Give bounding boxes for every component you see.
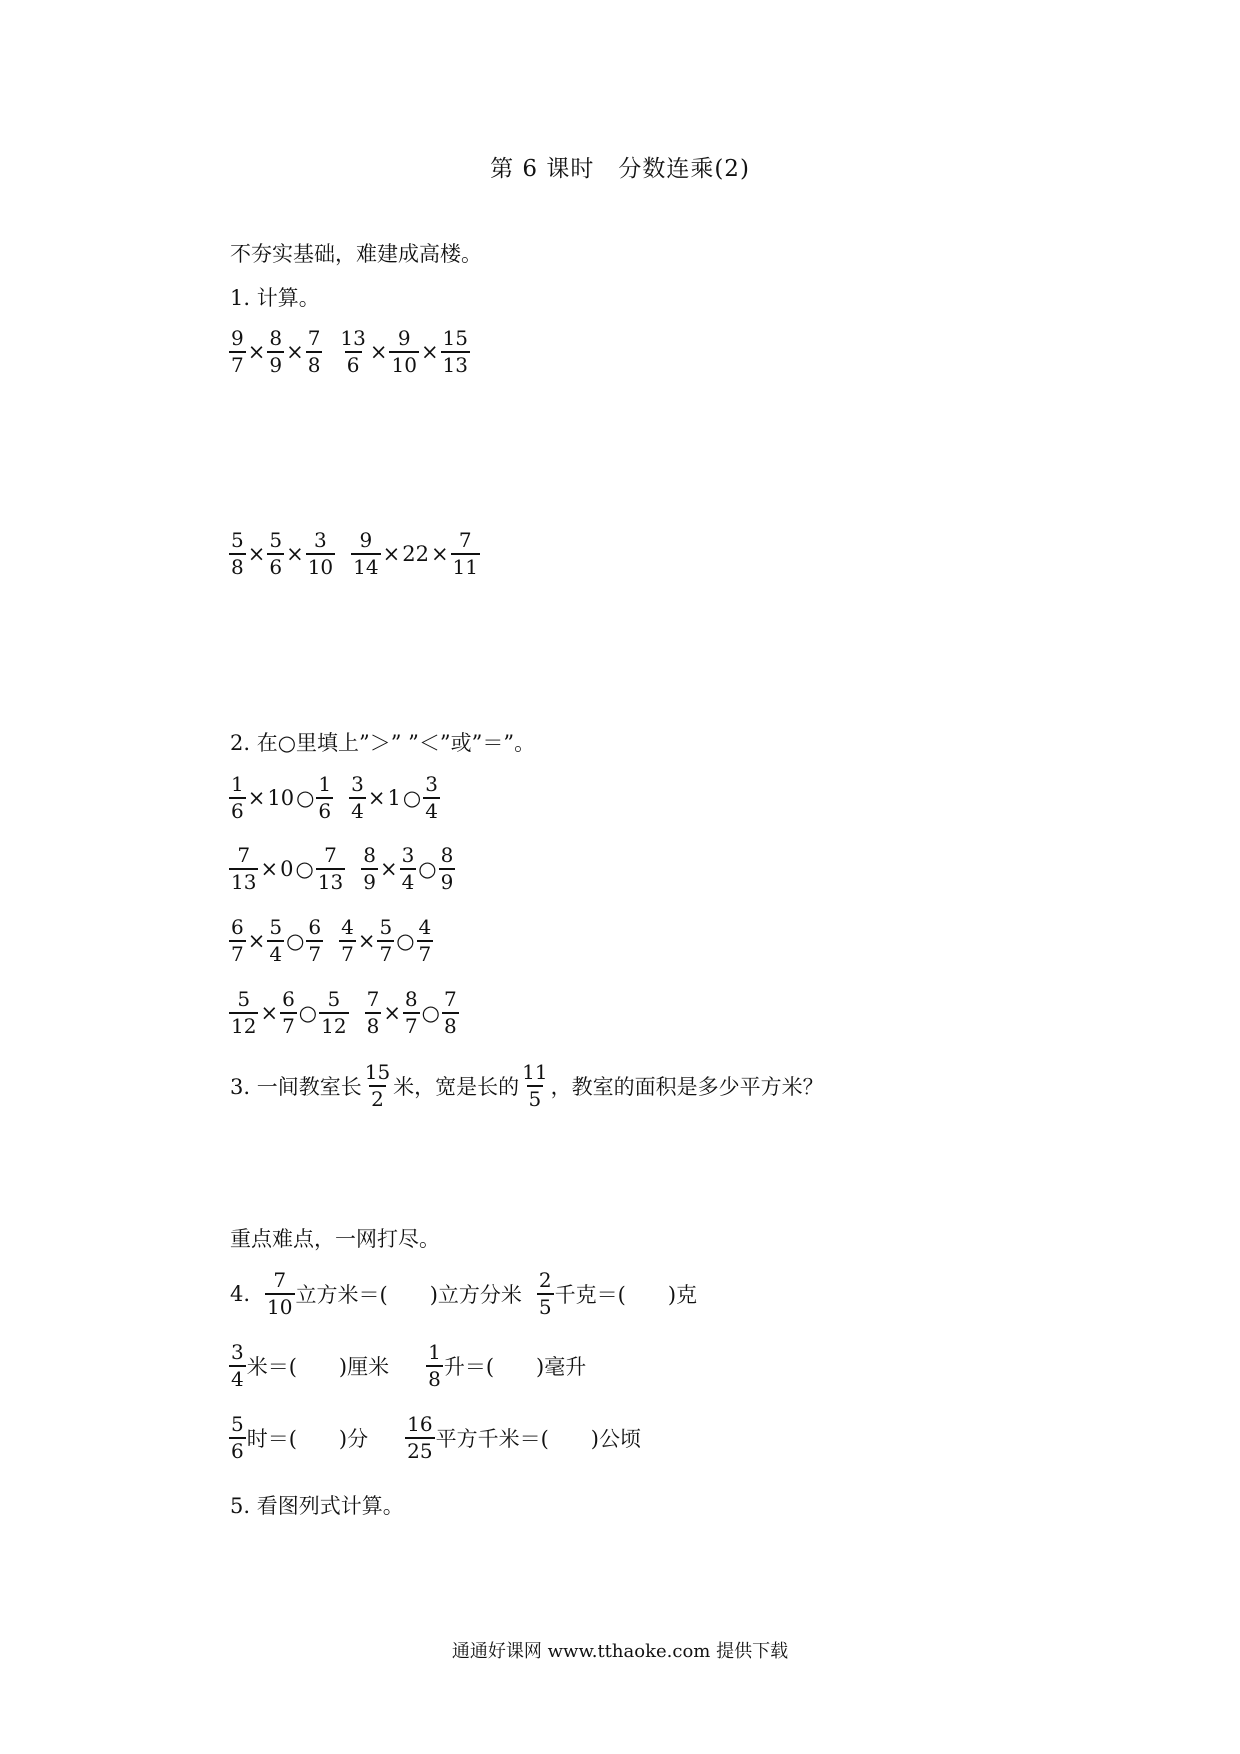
fraction: $\frac{5}{7}$ — [379, 915, 393, 966]
question-5-label: 5. 看图列式计算。 — [230, 1494, 404, 1518]
times-sign: × — [260, 857, 279, 881]
question-3 — [230, 1060, 824, 1112]
times-sign: × — [382, 542, 401, 566]
fraction: $\frac{1}{6}$ — [318, 772, 332, 823]
compare-circle[interactable]: ○ — [296, 786, 315, 810]
section-heading-key-points: 重点难点，一网打尽。 — [230, 1227, 440, 1251]
times-sign: × — [247, 786, 266, 810]
fraction: $\frac{6}{7}$ — [231, 915, 244, 966]
times-sign: × — [430, 542, 449, 566]
fraction: $\frac{16}{25}$ — [407, 1412, 433, 1463]
fraction: $\frac{11}{5}$ — [522, 1060, 548, 1111]
times-sign: × — [369, 340, 388, 364]
conversion-blank[interactable]: 米＝( )厘米 — [246, 1355, 390, 1379]
question-3-text-end: ，教室的面积是多少平方米？ — [550, 1075, 824, 1099]
fraction: $\frac{3}{4}$ — [231, 1340, 244, 1391]
fraction: $\frac{15}{13}$ — [442, 326, 468, 377]
fraction: $\frac{9}{7}$ — [231, 326, 244, 377]
fraction: $\frac{5}{8}$ — [231, 528, 244, 579]
page-title: 第 6 课时 分数连乘(2) — [490, 156, 750, 182]
fraction: $\frac{8}{9}$ — [440, 843, 454, 894]
fraction: $\frac{5}{12}$ — [321, 987, 347, 1038]
fraction: $\frac{7}{8}$ — [443, 987, 457, 1038]
fraction: $\frac{4}{7}$ — [341, 915, 354, 966]
compare-circle[interactable]: ○ — [295, 857, 314, 881]
fraction: $\frac{7}{8}$ — [366, 987, 380, 1038]
fraction: $\frac{1}{8}$ — [428, 1340, 441, 1391]
times-sign: × — [367, 786, 386, 810]
q2-compare-row-1 — [228, 772, 441, 824]
compare-circle[interactable]: ○ — [402, 786, 422, 810]
fraction: $\frac{13}{6}$ — [340, 326, 366, 377]
fraction: $\frac{7}{13}$ — [317, 843, 344, 894]
fraction: $\frac{5}{4}$ — [269, 915, 283, 966]
fraction: $\frac{8}{9}$ — [269, 326, 283, 377]
fraction: $\frac{15}{2}$ — [364, 1060, 391, 1111]
integer: 1 — [387, 786, 401, 810]
times-sign: × — [247, 340, 266, 364]
section-heading-basic: 不夯实基础，难建成高楼。 — [230, 242, 482, 266]
fraction: $\frac{5}{6}$ — [231, 1412, 244, 1463]
times-sign: × — [383, 1001, 401, 1025]
fraction: $\frac{3}{4}$ — [351, 772, 364, 823]
conversion-blank[interactable]: 立方米＝( )立方分米 — [295, 1283, 522, 1307]
fraction: $\frac{1}{6}$ — [231, 772, 244, 823]
q4-row-3 — [228, 1412, 641, 1464]
fraction: $\frac{3}{10}$ — [307, 528, 334, 579]
conversion-blank[interactable]: 千克＝( )克 — [554, 1283, 698, 1307]
question-3-text-middle: 米，宽是长的 — [393, 1075, 520, 1099]
question-1-label: 1. 计算。 — [230, 286, 320, 310]
q4-row-1 — [230, 1268, 697, 1320]
q1-expression-row-2 — [228, 528, 481, 580]
conversion-blank[interactable]: 时＝( )分 — [246, 1427, 369, 1451]
fraction: $\frac{7}{8}$ — [307, 326, 321, 377]
q4-row-2 — [228, 1340, 586, 1392]
q1-expression-row-1 — [228, 326, 471, 378]
question-2-label: 2. 在○里填上”＞” ”＜”或”＝”。 — [230, 731, 536, 755]
question-4-number: 4. — [230, 1282, 251, 1306]
compare-circle[interactable]: ○ — [286, 929, 305, 953]
times-sign: × — [260, 1001, 279, 1025]
times-sign: × — [357, 929, 376, 953]
q2-compare-row-2 — [228, 843, 456, 895]
compare-circle[interactable]: ○ — [396, 929, 415, 953]
fraction: $\frac{7}{10}$ — [267, 1268, 293, 1319]
times-sign: × — [286, 542, 304, 566]
fraction: $\frac{3}{4}$ — [425, 772, 438, 823]
fraction: $\frac{5}{12}$ — [231, 987, 257, 1038]
fraction: $\frac{7}{13}$ — [231, 843, 257, 894]
question-3-text-start: 3. 一间教室长 — [230, 1075, 362, 1099]
q2-compare-row-3 — [228, 915, 434, 967]
compare-circle[interactable]: ○ — [421, 1001, 440, 1025]
footer-credit: 通通好课网 www.tthaoke.com 提供下载 — [451, 1641, 789, 1662]
times-sign: × — [247, 929, 266, 953]
fraction: $\frac{9}{14}$ — [353, 528, 379, 579]
fraction: $\frac{4}{7}$ — [418, 915, 432, 966]
compare-circle[interactable]: ○ — [418, 857, 437, 881]
fraction: $\frac{7}{11}$ — [452, 528, 478, 579]
times-sign: × — [420, 340, 439, 364]
fraction: $\frac{6}{7}$ — [282, 987, 295, 1038]
fraction: $\frac{9}{10}$ — [391, 326, 417, 377]
fraction: $\frac{6}{7}$ — [308, 915, 322, 966]
compare-circle[interactable]: ○ — [298, 1001, 318, 1025]
conversion-blank[interactable]: 平方千米＝( )公顷 — [435, 1427, 641, 1451]
integer: 10 — [267, 786, 295, 810]
fraction: $\frac{3}{4}$ — [401, 843, 415, 894]
fraction: $\frac{8}{7}$ — [404, 987, 418, 1038]
fraction: $\frac{5}{6}$ — [269, 528, 283, 579]
times-sign: × — [247, 542, 266, 566]
fraction: $\frac{8}{9}$ — [363, 843, 376, 894]
fraction: $\frac{2}{5}$ — [538, 1268, 552, 1319]
times-sign: × — [286, 340, 304, 364]
q2-compare-row-4 — [228, 987, 460, 1039]
conversion-blank[interactable]: 升＝( )毫升 — [443, 1355, 587, 1379]
integer: 0 — [280, 857, 294, 881]
integer: 22 — [402, 542, 429, 566]
times-sign: × — [379, 857, 398, 881]
